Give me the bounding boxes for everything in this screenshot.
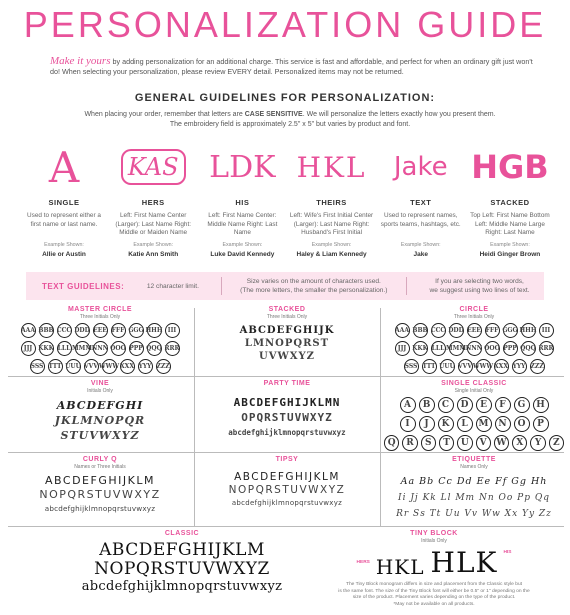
guidelines-line2: The embroidery field is approximately 2.5" x 5" but varies by product and font. — [169, 121, 411, 128]
style-desc: Left: First Name Center: Middle Name Right: Last Name — [207, 212, 278, 236]
example-value: Heidi Ginger Brown — [479, 251, 541, 258]
font-party-time — [197, 380, 377, 440]
guidelines-intro — [40, 110, 540, 130]
monogram-sample: O — [514, 416, 530, 432]
vine-letter: O — [104, 414, 116, 427]
font-sample-row: NOPQRSTUVWXYZ — [39, 488, 161, 501]
monogram-sample: TTT — [48, 359, 63, 374]
monogram-sample: A — [400, 397, 416, 413]
grid-divider — [8, 376, 564, 377]
vine-letter: P — [115, 414, 125, 427]
note-line: The Tiny Block monogram differs in size and placement from the Classic style but — [345, 582, 523, 587]
divider — [406, 277, 407, 295]
monogram-sample: WWW — [476, 359, 491, 374]
font-sample-row: UVWXYZ — [259, 351, 315, 362]
monogram-sample: CCC — [431, 323, 446, 338]
font-subtitle: Three Initials Only — [266, 314, 308, 320]
single-classic-row-3 — [384, 435, 564, 451]
stacked-glyph — [468, 142, 552, 192]
text-guidelines-label: TEXT GUIDELINES: — [42, 281, 125, 291]
guidelines-line1a: When placing your order, remember that letters are — [84, 111, 245, 118]
monogram-sample: EEE — [467, 323, 482, 338]
style-name: THEIRS — [316, 198, 347, 207]
monogram-sample: MMM — [75, 341, 90, 356]
font-title: STACKED — [268, 306, 306, 313]
monogram-sample: P — [533, 416, 549, 432]
monogram-sample: WWW — [102, 359, 117, 374]
example-value: Jake — [413, 251, 428, 258]
monogram-sample: UUU — [66, 359, 81, 374]
his-glyph — [200, 142, 284, 192]
font-sample-row: ABCDEFGHIJKLM — [234, 471, 340, 483]
style-theirs — [290, 142, 374, 258]
monogram-sample: AAA — [395, 323, 410, 338]
example-value: Haley & Liam Kennedy — [296, 251, 367, 258]
single-glyph — [22, 142, 106, 192]
font-subtitle: Names Only — [460, 464, 488, 470]
monogram-sample: AAA — [21, 323, 36, 338]
vine-row-3 — [10, 428, 190, 443]
vine-letter: M — [80, 414, 94, 427]
font-title: SINGLE CLASSIC — [441, 380, 507, 387]
example-value: Luke David Kennedy — [210, 251, 275, 258]
style-name: SINGLE — [48, 198, 80, 207]
monogram-sample: GGG — [129, 323, 144, 338]
vine-letter: U — [78, 429, 90, 442]
guidelines-title: GENERAL GUIDELINES FOR PERSONALIZATION: — [134, 92, 436, 104]
intro-lead: Make it yours — [50, 55, 111, 67]
style-name: HERS — [141, 198, 165, 207]
monogram-sample: LLL — [431, 341, 446, 356]
style-his — [200, 142, 284, 258]
monogram-sample: H — [533, 397, 549, 413]
font-sample-row: abcdefghijklmnopqrstuvwxyz — [228, 428, 346, 437]
monogram-sample: QQQ — [147, 341, 162, 356]
monogram-sample: M — [476, 416, 492, 432]
monogram-sample: I — [400, 416, 416, 432]
monogram-sample: CCC — [57, 323, 72, 338]
style-text — [379, 142, 463, 258]
vine-letter: N — [93, 414, 105, 427]
vine-letter: I — [137, 399, 144, 412]
tiny-sample-his: HLK — [430, 546, 498, 579]
example-label: Example Shown: — [44, 242, 84, 248]
monogram-sample: BBB — [413, 323, 428, 338]
monogram-sample: EEE — [93, 323, 108, 338]
font-title: TIPSY — [275, 456, 299, 463]
vine-letter: S — [60, 429, 70, 442]
font-sample-row: NOPQRSTUVWXYZ — [94, 559, 270, 579]
font-sample-row: ABCDEFGHIJKLM — [99, 540, 265, 560]
monogram-sample: OOO — [111, 341, 126, 356]
his-tag: HIS — [503, 550, 512, 555]
monogram-sample: G — [514, 397, 530, 413]
monogram-sample: Z — [549, 435, 564, 451]
stacked-glyph-text: HGB — [471, 148, 549, 186]
monogram-sample: J — [419, 416, 435, 432]
example-value: Allie or Austin — [42, 251, 86, 258]
circle-row-3 — [384, 359, 564, 374]
font-title: CURLY Q — [82, 456, 118, 463]
font-subtitle: Three Initials Only — [79, 314, 121, 320]
font-title: CIRCLE — [459, 306, 489, 313]
style-name: HIS — [235, 198, 250, 207]
font-title: VINE — [90, 380, 110, 387]
monogram-sample: B — [419, 397, 435, 413]
tiny-block-note — [318, 582, 550, 608]
guidelines-line1c: . We will personalize the letters exactly how you present them. — [302, 111, 496, 118]
font-sample-row: ABCDEFGHIJKLM — [45, 474, 155, 487]
vine-letter: L — [71, 414, 81, 427]
vine-letter: Z — [130, 429, 140, 442]
monogram-sample: III — [165, 323, 180, 338]
monogram-sample: GGG — [503, 323, 518, 338]
vine-letter: A — [56, 399, 67, 412]
master-circle-row-2 — [10, 341, 190, 356]
monogram-sample: YYY — [512, 359, 527, 374]
monogram-sample: L — [457, 416, 473, 432]
font-sample-row: ABCDEFGHIJK — [239, 325, 335, 336]
font-master-circle — [10, 306, 190, 374]
hers-tag: HERS — [356, 560, 370, 565]
monogram-sample: XXX — [120, 359, 135, 374]
monogram-sample: C — [438, 397, 454, 413]
monogram-sample: NNN — [467, 341, 482, 356]
font-sample-row: abcdefghijklmnopqrstuvwxyz — [44, 504, 156, 513]
font-title: ETIQUETTE — [452, 456, 496, 463]
font-subtitle: Initials Only — [421, 538, 447, 544]
monogram-sample: VVV — [458, 359, 473, 374]
size-note — [230, 277, 399, 295]
font-stacked — [197, 306, 377, 363]
monogram-sample: UUU — [440, 359, 455, 374]
monogram-sample: F — [495, 397, 511, 413]
style-desc: Used to represent names, sports teams, hashtags, etc. — [380, 212, 461, 228]
vine-letter: H — [125, 399, 138, 412]
monogram-sample: BBB — [39, 323, 54, 338]
text-guidelines-band — [26, 272, 544, 300]
vine-letter: W — [98, 429, 113, 442]
monogram-style-list — [22, 142, 552, 258]
size-note-b: (The more letters, the smaller the personalization.) — [240, 287, 388, 294]
page-title: PERSONALIZATION GUIDE — [23, 4, 547, 45]
single-classic-row-1 — [384, 397, 564, 413]
grid-divider — [194, 308, 195, 526]
case-sensitive-note: CASE SENSITIVE — [244, 111, 303, 118]
style-name: STACKED — [490, 198, 530, 207]
note-line: size of the product. Placement varies depending on the type of the product. — [352, 595, 516, 601]
example-label: Example Shown: — [133, 242, 174, 248]
font-single-classic — [384, 380, 564, 451]
font-vine — [10, 380, 190, 443]
tiny-sample-hers: HKL — [375, 555, 425, 579]
vine-letter: E — [97, 399, 107, 412]
vine-letter: F — [106, 399, 116, 412]
vine-letter: X — [112, 429, 122, 442]
font-title: MASTER CIRCLE — [67, 306, 133, 313]
monogram-sample: JJJ — [395, 341, 410, 356]
style-desc: Left: First Name Center (Larger): Last Name Right: Middle or Maiden Name — [115, 212, 192, 236]
master-circle-row-1 — [10, 323, 190, 338]
font-tipsy — [197, 456, 377, 510]
vine-letter: K — [61, 414, 72, 427]
font-sample-row: Ii Jj Kk Ll Mm Nn Oo Pp Qq — [398, 493, 550, 503]
circle-row-2 — [384, 341, 564, 356]
vine-letter: D — [86, 399, 98, 412]
style-desc: Top Left: First Name Bottom Left: Middle Name Large Right: Last Name — [470, 212, 550, 236]
vine-letter: Q — [124, 414, 136, 427]
font-sample-row: LMNOPQRST — [244, 338, 330, 349]
intro-paragraph — [50, 56, 540, 77]
font-circle — [384, 306, 564, 374]
vine-letter: J — [54, 414, 62, 427]
monogram-sample: U — [457, 435, 472, 451]
monogram-sample: FFF — [485, 323, 500, 338]
font-sample-row: abcdefghijklmnopqrstuvwxyz — [81, 579, 283, 594]
example-value: Katie Ann Smith — [128, 251, 179, 258]
vine-letter: B — [66, 399, 77, 412]
hers-glyph — [111, 142, 195, 192]
font-title: PARTY TIME — [263, 380, 311, 387]
theirs-glyph-text: HKL — [296, 150, 367, 184]
monogram-sample: JJJ — [21, 341, 36, 356]
monogram-sample: FFF — [111, 323, 126, 338]
single-classic-row-2 — [384, 416, 564, 432]
style-stacked — [468, 142, 552, 258]
vine-letter: T — [69, 429, 79, 442]
monogram-sample: QQQ — [521, 341, 536, 356]
font-sample-row: NOPQRSTUVWXYZ — [228, 484, 346, 496]
font-sample-row: Aa Bb Cc Dd Ee Ff Gg Hh — [400, 476, 548, 487]
font-subtitle: Three Initials Only — [453, 314, 495, 320]
monogram-sample: YYY — [138, 359, 153, 374]
monogram-sample: DDD — [449, 323, 464, 338]
example-label: Example Shown: — [400, 242, 441, 248]
intro-text: by adding personalization for an additional charge. This service is fast and affordable, and perfect for when an ordinary gift just won't do! When selecting your personalization, please review EVERY detail. Personalized items may not be returned. — [50, 57, 533, 76]
monogram-sample: LLL — [57, 341, 72, 356]
example-label: Example Shown: — [490, 242, 530, 248]
font-title: CLASSIC — [164, 530, 200, 537]
style-single — [22, 142, 106, 258]
vine-letter: R — [135, 414, 146, 427]
example-label: Example Shown: — [222, 242, 263, 248]
vine-letter: V — [89, 429, 99, 442]
monogram-sample: DDD — [75, 323, 90, 338]
hers-glyph-text: KAS — [121, 149, 186, 185]
monogram-sample: TTT — [422, 359, 437, 374]
monogram-sample: X — [512, 435, 527, 451]
text-glyph — [379, 142, 463, 192]
font-sample-row: ABCDEFGHIJKLMN — [233, 396, 341, 409]
monogram-sample: ZZZ — [530, 359, 545, 374]
font-subtitle: Initials Only — [87, 388, 113, 394]
monogram-sample: V — [476, 435, 491, 451]
monogram-sample: SSS — [404, 359, 419, 374]
style-name: TEXT — [410, 198, 432, 207]
grid-divider — [380, 308, 381, 526]
note-line: is the same font. The size of the Tiny Block font will either be 0.5" or 1" depending on the — [338, 588, 530, 594]
monogram-sample: XXX — [494, 359, 509, 374]
size-note-a: Size varies on the amount of characters used. — [246, 278, 381, 285]
two-words-note — [415, 277, 544, 295]
monogram-sample: MMM — [449, 341, 464, 356]
monogram-sample: NNN — [93, 341, 108, 356]
master-circle-row-3 — [10, 359, 190, 374]
font-tiny-block — [318, 530, 550, 608]
monogram-sample: KKK — [413, 341, 428, 356]
vine-row-1 — [10, 398, 190, 413]
single-glyph-text: A — [48, 142, 80, 192]
monogram-sample: R — [402, 435, 417, 451]
grid-divider — [8, 452, 564, 453]
example-label: Example Shown: — [311, 242, 352, 248]
two-words-a: If you are selecting two words, — [435, 278, 524, 285]
grid-divider — [8, 526, 564, 527]
monogram-sample: E — [476, 397, 492, 413]
monogram-sample: S — [421, 435, 436, 451]
font-curly-q — [10, 456, 190, 516]
divider — [221, 277, 222, 295]
font-sample-row: Rr Ss Tt Uu Vv Ww Xx Yy Zz — [396, 509, 552, 519]
monogram-sample: OOO — [485, 341, 500, 356]
monogram-sample: N — [495, 416, 511, 432]
vine-row-2 — [10, 413, 190, 428]
monogram-sample: K — [438, 416, 454, 432]
vine-letter: G — [115, 399, 126, 412]
circle-row-1 — [384, 323, 564, 338]
monogram-sample: VVV — [84, 359, 99, 374]
his-glyph-text: LDK — [209, 149, 276, 185]
monogram-sample: KKK — [39, 341, 54, 356]
monogram-sample: T — [439, 435, 454, 451]
monogram-sample: HHH — [147, 323, 162, 338]
two-words-b: we suggest using two lines of text. — [429, 287, 530, 294]
monogram-sample: RRR — [165, 341, 180, 356]
monogram-sample: III — [539, 323, 554, 338]
font-sample-row: OPQRSTUVWXYZ — [241, 411, 333, 424]
monogram-sample: PPP — [503, 341, 518, 356]
note-line: *May not be available on all products. — [393, 601, 475, 607]
vine-letter: C — [76, 399, 87, 412]
font-subtitle: Single Initial Only — [454, 388, 494, 394]
font-etiquette — [384, 456, 564, 522]
monogram-sample: W — [494, 435, 509, 451]
font-sample-row: abcdefghijklmnopqrstuvwxyz — [231, 499, 343, 507]
text-glyph-text: Jake — [393, 152, 448, 182]
font-subtitle: Names or Three Initials — [74, 464, 126, 470]
monogram-sample: RRR — [539, 341, 554, 356]
style-desc: Left: Wife's First Initial Center (Larger): Last Name Right: Husband's First Initial — [289, 212, 374, 236]
monogram-sample: ZZZ — [156, 359, 171, 374]
font-title: TINY BLOCK — [410, 530, 458, 537]
style-desc: Used to represent either a first name or last name. — [27, 212, 101, 228]
monogram-sample: HHH — [521, 323, 536, 338]
font-classic — [52, 530, 312, 594]
character-limit: 12 character limit. — [146, 282, 199, 290]
vine-letter: Y — [121, 429, 131, 442]
monogram-sample: SSS — [30, 359, 45, 374]
monogram-sample: D — [457, 397, 473, 413]
monogram-sample: PPP — [129, 341, 144, 356]
style-hers — [111, 142, 195, 258]
tiny-block-sample — [318, 546, 550, 579]
theirs-glyph — [290, 142, 374, 192]
monogram-sample: Q — [384, 435, 399, 451]
monogram-sample: Y — [530, 435, 545, 451]
